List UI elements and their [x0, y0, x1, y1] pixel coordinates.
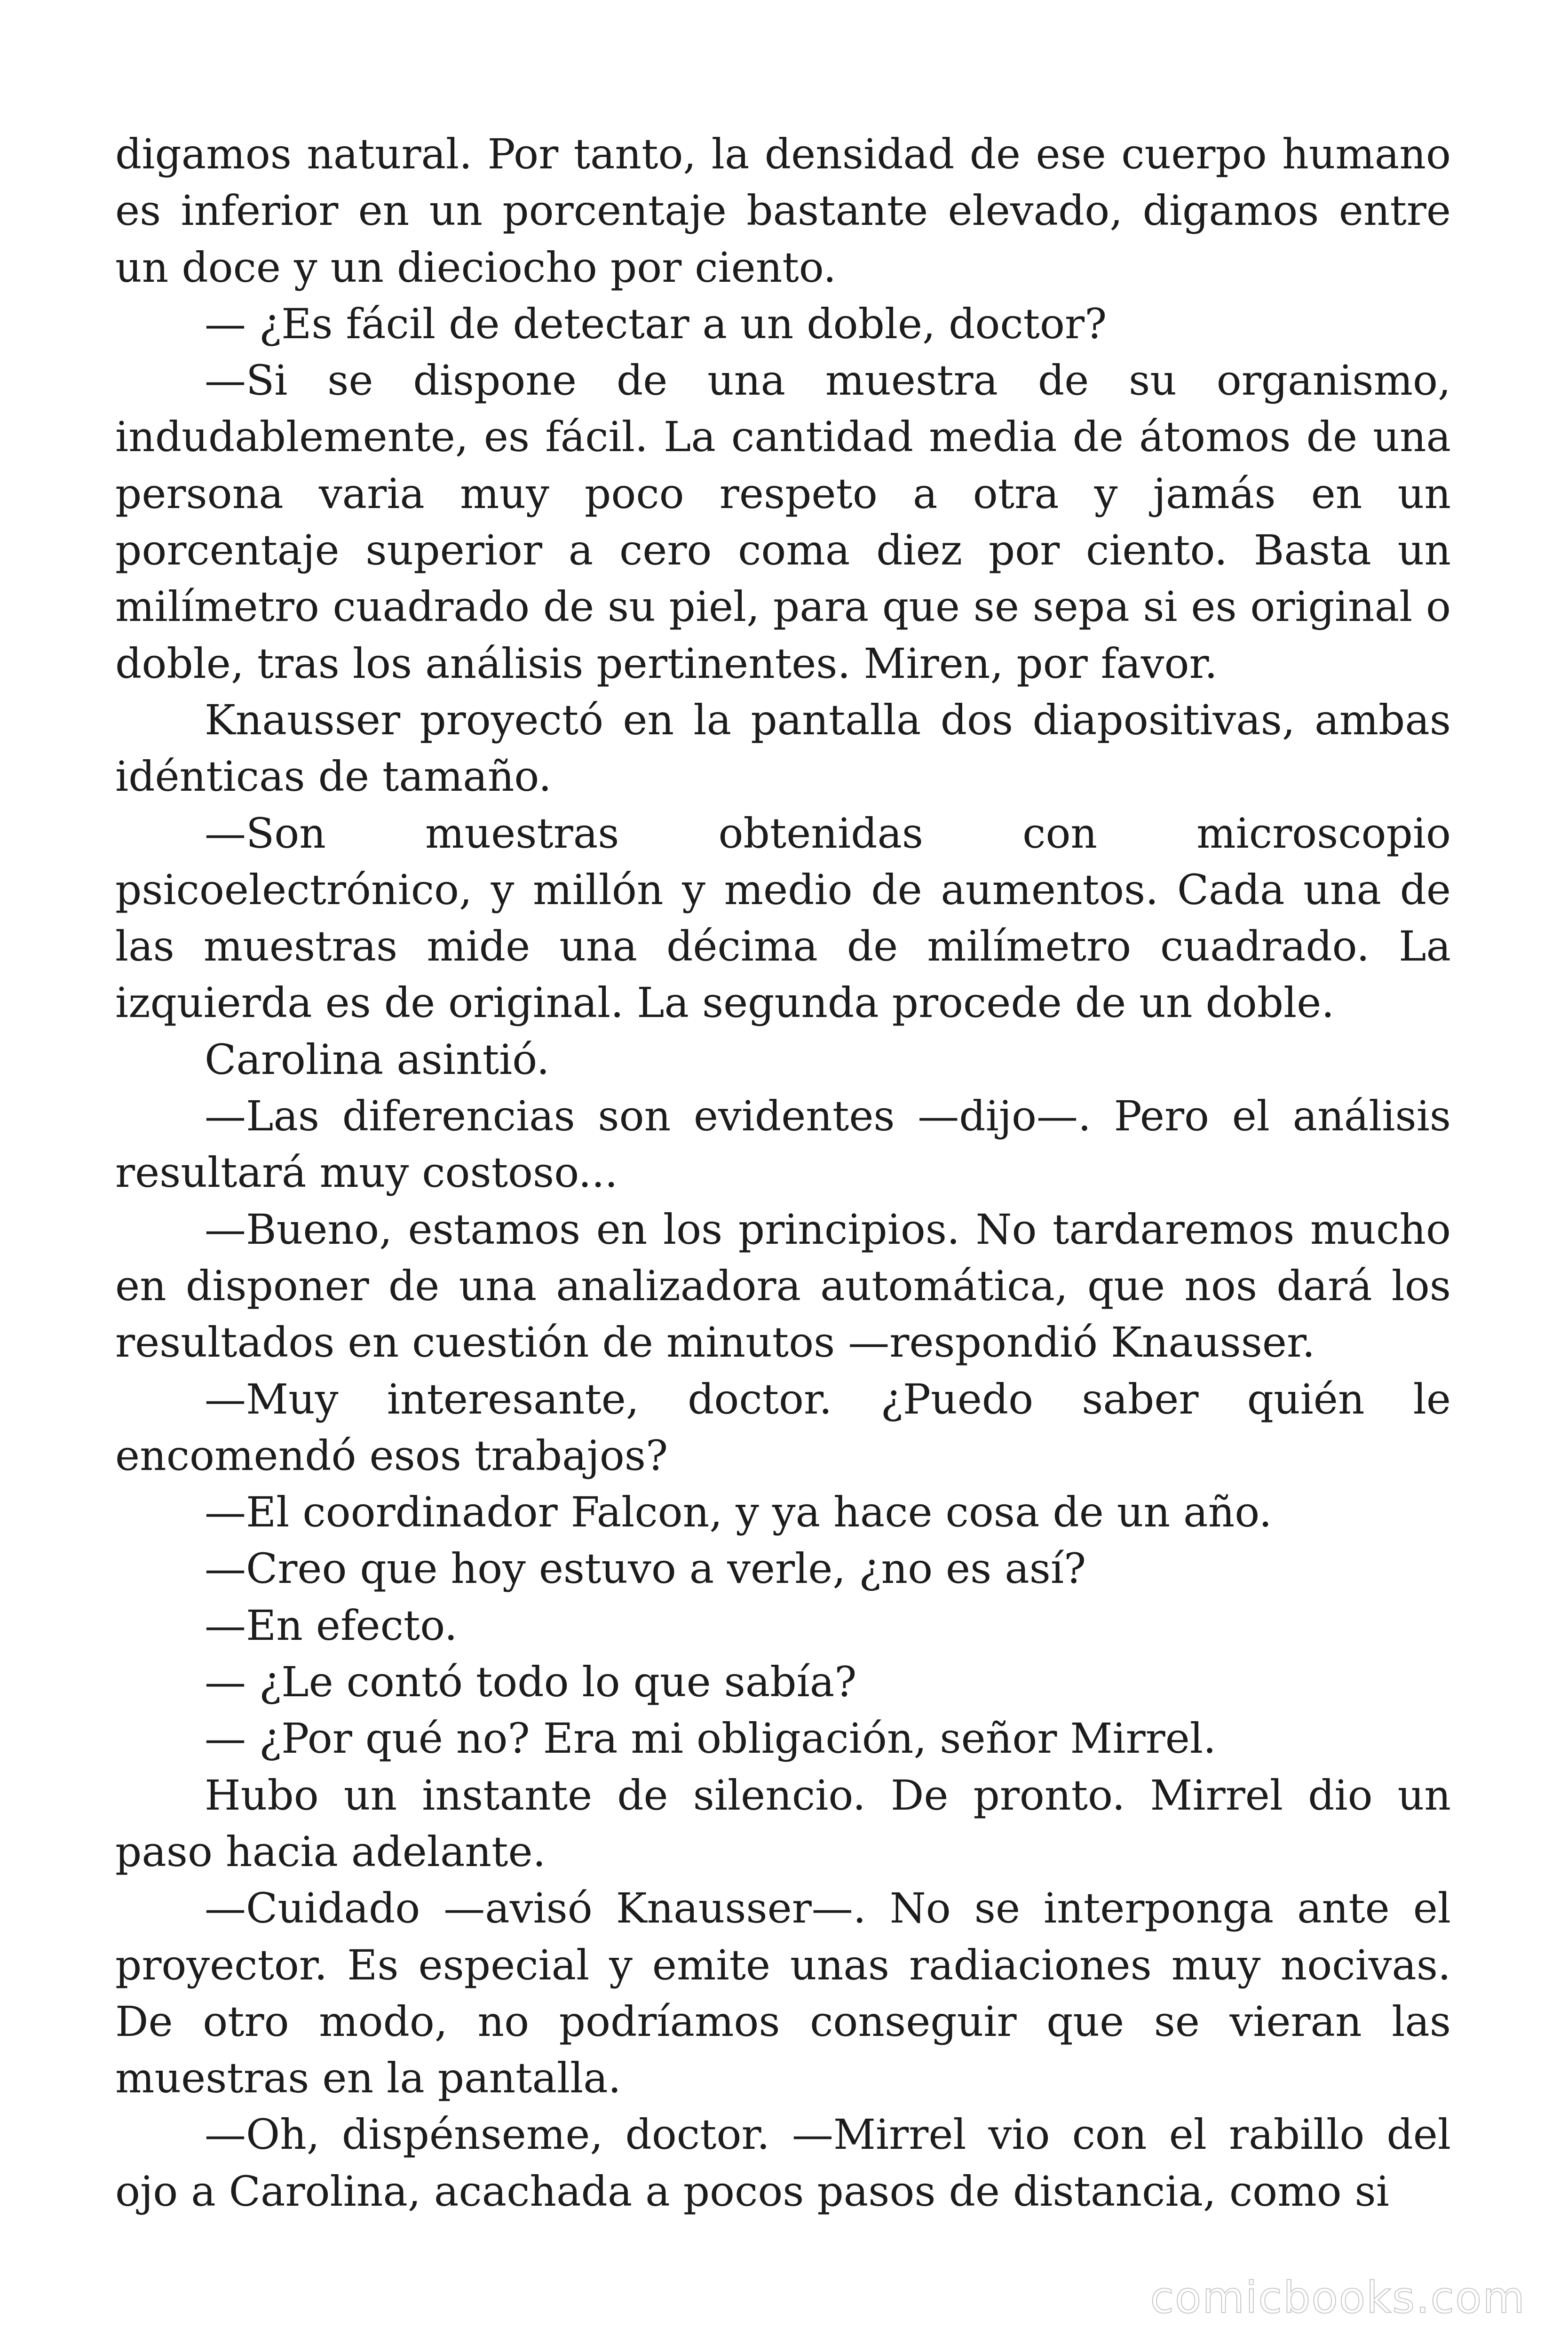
watermark: comicbooks.com	[1150, 2273, 1526, 2323]
paragraph-16: —Cuidado —avisó Knausser—. No se interponga ante el proyector. Es especial y emite unas radiaciones muy nocivas. De otro modo, no podríamos conseguir que se vieran las muestras en la pantalla.	[115, 1884, 1451, 2103]
paragraph-12: —En efecto.	[205, 1601, 458, 1650]
paragraph-10: —El coordinador Falcon, y ya hace cosa de un año.	[205, 1488, 1272, 1537]
page-body	[115, 126, 1451, 2220]
paragraph-9: —Muy interesante, doctor. ¿Puedo saber quién le encomendó esos trabajos?	[115, 1375, 1451, 1480]
paragraph-6: Carolina asintió.	[205, 1035, 550, 1084]
paragraph-1: digamos natural. Por tanto, la densidad de ese cuerpo humano es inferior en un porcentaje bastante elevado, digamos entre un doce y un dieciocho por ciento.	[115, 130, 1451, 292]
paragraph-11: —Creo que hoy estuvo a verle, ¿no es así?	[205, 1544, 1086, 1593]
paragraph-5: —Son muestras obtenidas con microscopio psicoelectrónico, y millón y medio de aumentos. Cada una de las muestras mide una décima de milímetro cuadrado. La izquierda es de original. La segunda procede de un doble.	[115, 809, 1451, 1027]
paragraph-14: — ¿Por qué no? Era mi obligación, señor Mirrel.	[205, 1714, 1216, 1763]
paragraph-2: — ¿Es fácil de detectar a un doble, doctor?	[205, 299, 1107, 348]
paragraph-3: —Si se dispone de una muestra de su organismo, indudablemente, es fácil. La cantidad media de átomos de una persona varia muy poco respeto a otra y jamás en un porcentaje superior a cero coma diez por ciento. Basta un milímetro cuadrado de su piel, para que se sepa si es original o doble, tras los análisis pertinentes. Miren, por favor.	[115, 356, 1451, 688]
paragraph-13: — ¿Le contó todo lo que sabía?	[205, 1658, 857, 1707]
paragraph-17: —Oh, dispénseme, doctor. —Mirrel vio con el rabillo del ojo a Carolina, acachada a pocos pasos de distancia, como si	[115, 2110, 1451, 2216]
paragraph-4: Knausser proyectó en la pantalla dos diapositivas, ambas idénticas de tamaño.	[115, 695, 1451, 801]
paragraph-8: —Bueno, estamos en los principios. No tardaremos mucho en disponer de una analizadora automática, que nos dará los resultados en cuestión de minutos —respondió Knausser.	[115, 1205, 1451, 1367]
paragraph-15: Hubo un instante de silencio. De pronto. Mirrel dio un paso hacia adelante.	[115, 1771, 1451, 1876]
paragraph-7: —Las diferencias son evidentes —dijo—. Pero el análisis resultará muy costoso...	[115, 1092, 1451, 1197]
